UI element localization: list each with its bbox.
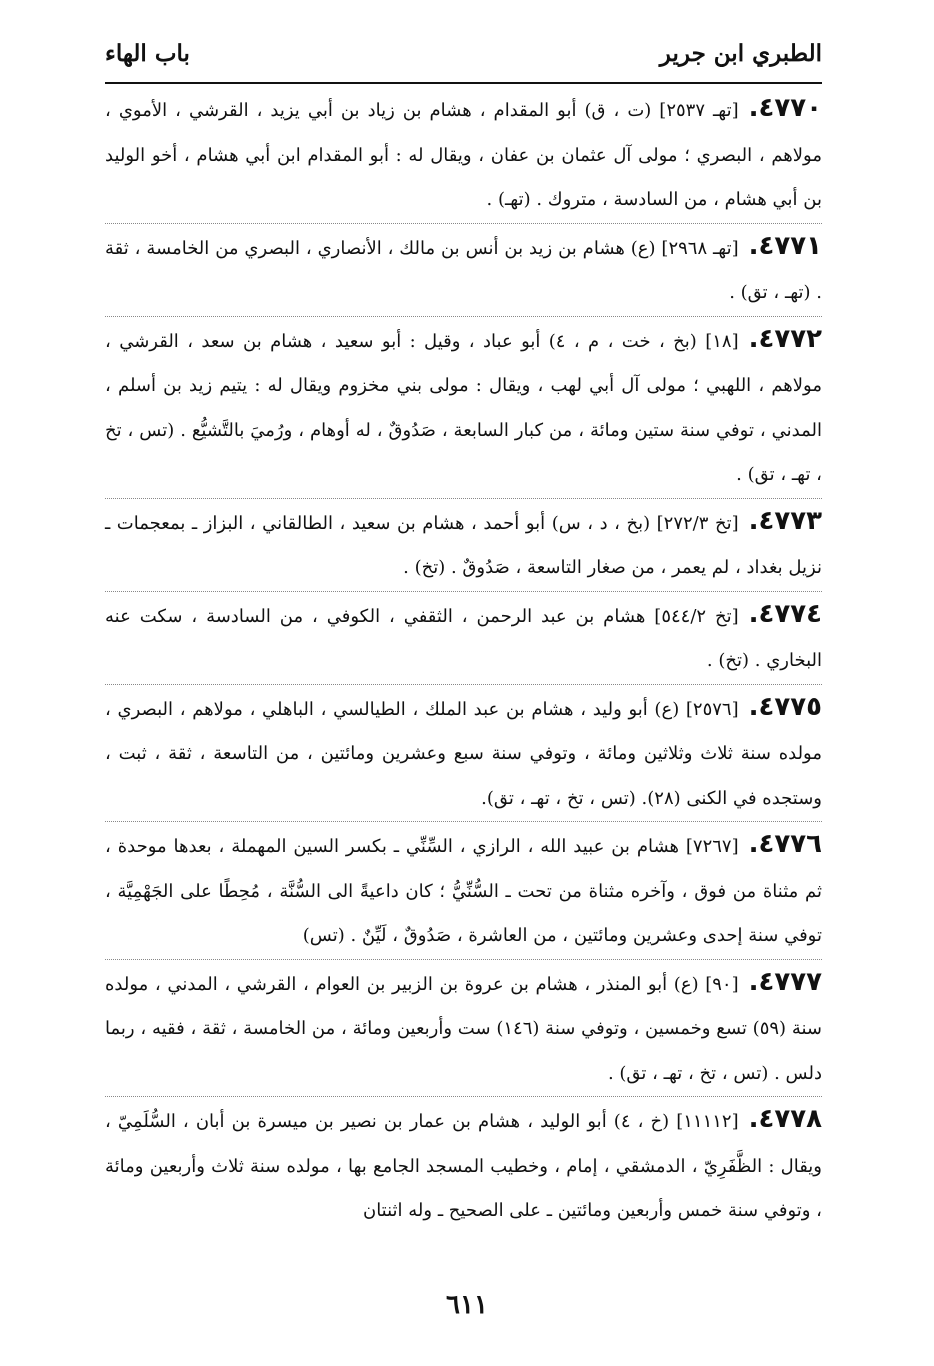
entry-text: [تهـ ٢٥٣٧] (ت ، ق) أبو المقدام ، هشام بن زياد بن أبي يزيد ، القرشي ، الأموي ، مولاهم ، البصري ؛ مولى آل عثمان بن عفان ، ويقال له : أبو المقدام ابن أبي هشام ، أخو الوليد بن أبي هشام ، من السادسة ، متروك . (تهـ) . xyxy=(105,100,822,210)
entry xyxy=(105,498,822,591)
entry xyxy=(105,821,822,959)
entry xyxy=(105,1096,822,1234)
entry-text: [تخ ٥٤٤/٢] هشام بن عبد الرحمن ، الثقفي ، الكوفي ، من السادسة ، سكت عنه البخاري . (تخ) . xyxy=(105,605,822,671)
entry-text: [تخ ٢٧٢/٣] (بخ ، د ، س) أبو أحمد ، هشام بن سعيد ، الطالقاني ، البزاز ـ بمعجمات ـ نزيل بغداد ، لم يعمر ، من صغار التاسعة ، صَدُوقٌ . (تخ) . xyxy=(105,512,822,578)
entries-list xyxy=(105,86,822,1234)
entry-number: ٤٧٧٧. xyxy=(748,966,822,997)
entry xyxy=(105,223,822,316)
entry-number: ٤٧٧٢. xyxy=(748,323,822,354)
entry-number: ٤٧٧٦. xyxy=(748,829,822,859)
running-head-chapter: باب الهاء xyxy=(105,40,190,67)
entry-number: ٤٧٧١. xyxy=(748,230,823,261)
entry-text: [١٨] (بخ ، خت ، م ، ٤) أبو عباد ، وقيل : أبو سعيد ، هشام بن سعد ، القرشي ، مولاهم ، اللهبي ؛ مولى آل أبي لهب ، ويقال : مولى بني مخزوم ويقال له : يتيم زيد بن أسلم ، المدني ، توفي سنة ستين ومائة ، من كبار السابعة ، صَدُوقٌ ، له أوهام ، ورُميَ بالتَّشيُّع . (تس ، تخ ، تهـ ، تق) . xyxy=(105,330,822,485)
header-rule xyxy=(105,82,822,84)
entry xyxy=(105,684,822,822)
entry xyxy=(105,86,822,223)
entry xyxy=(105,959,822,1097)
entry-text: [٢٥٧٦] (ع) أبو وليد ، هشام بن عبد الملك ، الطيالسي ، الباهلي ، مولاهم ، البصري ، مولده سنة ثلاث وثلاثين ومائة ، وتوفي سنة سبع وعشرين ومائتين ، من التاسعة ، ثقة ، ثبت ، وستجده في الكنى (٢٨). (تس ، تخ ، تهـ ، تق). xyxy=(105,698,822,809)
entry-number: ٤٧٧٣. xyxy=(748,505,822,536)
entry xyxy=(105,591,822,684)
running-head-book: الطبري ابن جرير xyxy=(659,40,822,67)
entry-text: [٧٢٦٧] هشام بن عبيد الله ، الرازي ، السِّنِّي ـ بكسر السين المهملة ، بعدها موحدة ، ثم مثناة من فوق ، وآخره مثناة من تحت ـ السُّنِّيُّ ؛ كان داعيةً الى السُّنَّة ، مُحِطًا على الجَهْمِيَّة ، توفي سنة إحدى وعشرين ومائتين ، من العاشرة ، صَدُوقٌ ، لَيِّنٌ . (تس) xyxy=(105,836,822,946)
entry-text: [تهـ ٢٩٦٨] (ع) هشام بن زيد بن أنس بن مالك ، الأنصاري ، البصري من الخامسة ، ثقة . (تهـ ، تق) . xyxy=(105,237,822,303)
page-number: ٦١١ xyxy=(446,1290,488,1320)
entry-number: ٤٧٧٨. xyxy=(748,1104,822,1134)
entry-text: [٩٠] (ع) أبو المنذر ، هشام بن عروة بن الزبير بن العوام ، القرشي ، المدني ، مولده سنة (٥٩) تسع وخمسين ، وتوفي سنة (١٤٦) ست وأربعين ومائة ، من الخامسة ، ثقة ، فقيه ، ربما دلس . (تس ، تخ ، تهـ ، تق) . xyxy=(105,973,822,1084)
entry-number: ٤٧٧٠. xyxy=(748,93,822,123)
entry-number: ٤٧٧٥. xyxy=(748,691,822,722)
entry-number: ٤٧٧٤. xyxy=(748,598,823,629)
page-header xyxy=(105,32,822,80)
entry xyxy=(105,316,822,498)
entry-text: [١١١١٢] (خ ، ٤) أبو الوليد ، هشام بن عمار بن نصير بن ميسرة بن أبان ، السُّلَمِيّ ، ويقال : الظَّفَرِيّ ، الدمشقي ، إمام ، وخطيب المسجد الجامع بها ، مولده سنة ثلاث وأربعين ومائة ، وتوفي سنة خمس وأربعين ومائتين ـ على الصحيح ـ وله اثنتان xyxy=(105,1111,822,1221)
